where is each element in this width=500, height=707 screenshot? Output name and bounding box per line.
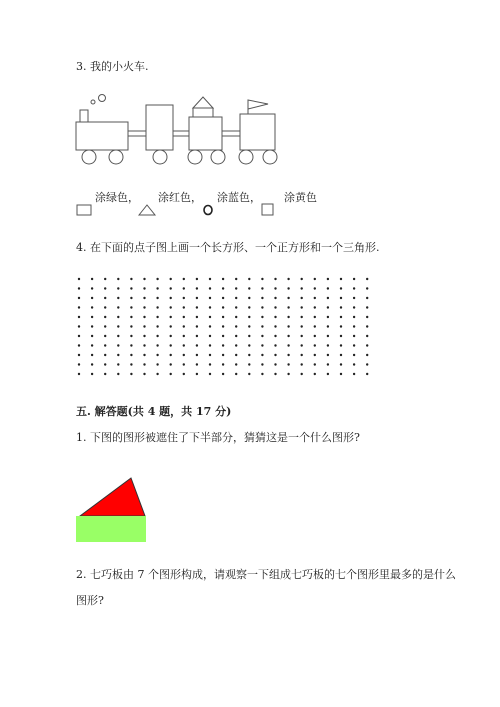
section-5-heading: 五. 解答题(共 4 题，共 17 分) <box>76 405 232 418</box>
question-3-text: 3. 我的小火车. <box>76 60 149 73</box>
green-cover <box>76 516 146 542</box>
legend-blue-label: 涂蓝色， <box>217 191 261 204</box>
problem-2-text-line2: 图形? <box>76 594 104 607</box>
red-triangle <box>80 478 145 516</box>
problem-2-text-line1: 2. 七巧板由 7 个图形构成，请观察一下组成七巧板的七个图形里最多的是什么 <box>76 568 456 581</box>
problem-1-text: 1. 下图的图形被遮住了下半部分，猜猜这是一个什么图形? <box>76 431 360 444</box>
question-4-text: 4. 在下面的点子图上画一个长方形、一个正方形和一个三角形. <box>76 241 380 254</box>
legend-yellow-label: 涂黄色 <box>284 191 317 204</box>
legend-green-label: 涂绿色， <box>95 191 139 204</box>
legend-red-label: 涂红色， <box>158 191 202 204</box>
